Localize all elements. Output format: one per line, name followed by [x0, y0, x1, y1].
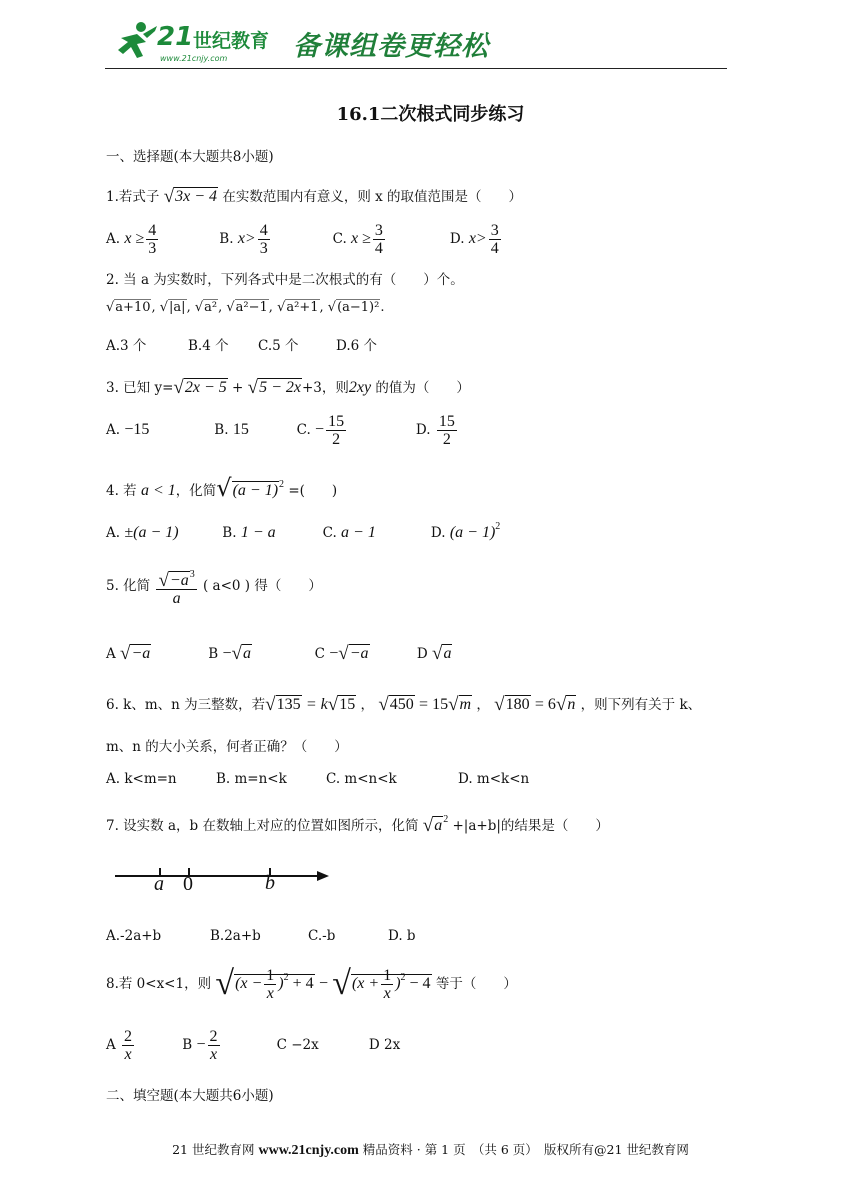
footer-info: 精品资料 · 第 1 页 （共 6 页） 版权所有@21 世纪教育网	[362, 1142, 689, 1157]
q8-options: A $\frac{2}{x}$ B − $\frac{2}{x}$ C −2x D 2x	[106, 1028, 401, 1063]
question-2: 2. 当 a 为实数时，下列各式中是二次根式的有（ ）个。	[106, 272, 464, 288]
logo-digits: 21	[157, 22, 194, 52]
q2-radicals: √a+10, √|a|, √a², √a²−1, √a²+1, √(a−1)².	[106, 300, 385, 315]
q1-options: A. x ≥ $\frac{4}{3}$ B. x> $\frac{4}{3}$ C. x ≥ $\frac{3}{4}$ D. x> $\frac{3}{4}$	[106, 222, 499, 257]
question-5: 5. 化简 $\frac{√-a^3}{a}$ ( a<0 ) 得（ ）	[106, 566, 322, 607]
footer-site: 21 世纪教育网	[172, 1142, 255, 1157]
question-1: 1.若式子 √3x − 4 在实数范围内有意义，则 x 的取值范围是（ ）	[106, 186, 523, 207]
q7-options: A.-2a+b B.2a+b C.-b D. b	[106, 928, 416, 944]
section-heading-choice: 一、选择题(本大题共8小题)	[106, 149, 274, 165]
q7-number-line	[115, 858, 335, 898]
q6-options: A. k<m=n B. m=n<k C. m<n<k D. m<k<n	[106, 771, 530, 787]
header-slogan: 备课组卷更轻松	[293, 31, 489, 62]
q2-options: A.3 个 B.4 个 C.5 个 D.6 个	[106, 338, 378, 354]
header-rule	[105, 68, 727, 69]
runner-logo-icon	[113, 20, 159, 64]
footer-url: www.21cnjy.com	[258, 1143, 359, 1158]
axis-label-a: a	[154, 873, 164, 895]
footer	[0, 1140, 861, 1159]
question-3: 3. 已知 y=√2x − 5 + √5 − 2x+3，则2xy 的值为（ ）	[106, 377, 470, 398]
question-8: 8.若 0<x<1，则 √(x − $\frac{1}{x}$ )$^2$ + 4 − √(x + $\frac{1}{x}$ )$^2$ − 4 等于（ ）	[106, 965, 517, 1002]
axis-label-0: 0	[183, 873, 193, 895]
q3-options: A. −15 B. 15 C. − $\frac{15}{2}$ D. $\frac{15}{2}$	[106, 413, 455, 448]
q4-options: A. ±(a − 1) B. 1 − a C. a − 1 D. $(a - 1)^2$	[106, 521, 501, 541]
logo-text: 世纪教育	[193, 30, 270, 52]
q5-options: A √−a B −√a C −√−a D √a	[106, 643, 452, 664]
section-heading-fill: 二、填空题(本大题共6小题)	[106, 1088, 274, 1104]
question-6-line2: m、n 的大小关系，何者正确？（ ）	[106, 739, 348, 755]
axis-label-b: b	[265, 872, 275, 894]
question-6: 6. k、m、n 为三整数，若√135 = k√15 ， √450 = 15√m ， √180 = 6√n ，则下列有关于 k、	[106, 694, 702, 715]
header	[105, 18, 727, 70]
q1-radical: √3x − 4	[163, 186, 218, 207]
logo-url: www.21cnjy.com	[160, 54, 228, 63]
number-line-arrow-icon	[115, 858, 335, 898]
page-title: 16.1二次根式同步练习	[336, 104, 525, 125]
question-4: 4. 若 a < 1，化简$√(a - 1)^2$ =( )	[106, 474, 338, 502]
question-7: 7. 设实数 a，b 在数轴上对应的位置如图所示，化简 $√a^2 +|a+b|$的结果是（ ）	[106, 814, 609, 836]
